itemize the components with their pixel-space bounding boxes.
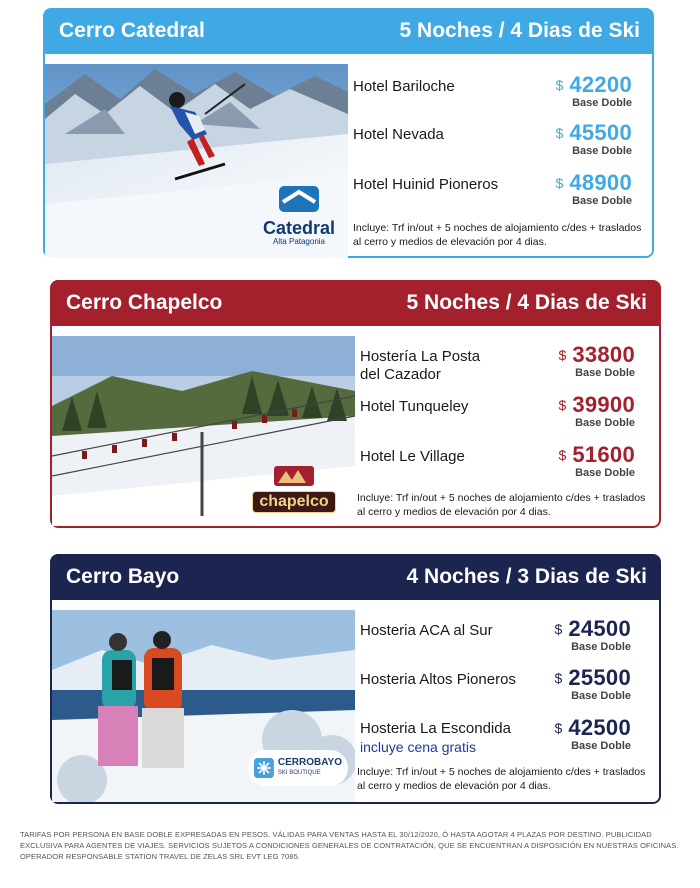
hotel-price [555,665,631,702]
currency-symbol: $ [555,77,564,93]
currency-symbol: $ [555,175,564,191]
currency-symbol: $ [558,447,567,463]
price-basis: Base Doble [572,195,632,207]
price-amount: 25500 [568,665,631,690]
hotel-price [555,616,631,653]
hotel-price [555,715,631,752]
price-basis: Base Doble [571,641,631,653]
hotel-price [559,442,635,479]
logo-subtitle: Alta Patagonia [272,237,326,246]
hotel-price [556,170,632,207]
card-duration: 5 Noches / 4 Dias de Ski [406,291,647,314]
includes-text: Incluye: Trf in/out + 5 noches de alojamiento c/des + traslados al cerro y medios de elevación por 4 dias. [357,492,646,518]
currency-symbol: $ [554,720,563,736]
price-basis: Base Doble [571,740,631,752]
hotel-name: Hosteria Altos Pioneros [360,671,516,688]
price-amount: 45500 [569,120,632,145]
includes-text: Incluye: Trf in/out + 5 noches de alojamiento c/des + traslados al cerro y medios de elevación por 4 dias. [353,222,642,248]
price-amount: 24500 [568,616,631,641]
card-duration: 4 Noches / 3 Dias de Ski [406,565,647,588]
currency-symbol: $ [554,621,563,637]
logo-title: chapelco [252,491,335,513]
hotel-name: Hotel Bariloche [353,78,455,95]
hotel-price [559,392,635,429]
hotel-price [556,72,632,109]
price-basis: Base Doble [575,467,635,479]
legal-footer: TARIFAS POR PERSONA EN BASE DOBLE EXPRESADAS EN PESOS. VÁLIDAS PARA VENTAS HASTA EL 30/12/2020, Ó HASTA AGOTAR 4 PLAZAS POR DESTINO. PUBLICIDAD EXCLUSIVA PARA AGENTES DE VIAJES. SERVICIOS SUJETOS A CONDICIONES GENERALES DE CONTRATACIÓN, QUE SE ENCUENTRAN A DISPOSICIÓN EN NUESTRAS OFICINAS. OPERADOR RESPONSABLE STATION TRAVEL DE ZELAS SRL EVT LEG 7085. [20,830,679,861]
card-title: Cerro Catedral [59,19,205,42]
card-title: Cerro Bayo [66,565,180,588]
price-amount: 42500 [568,715,631,740]
card-header [50,554,661,600]
hotel-name: Hostería La Posta del Cazador [360,348,481,383]
logo-subtitle: SKI BOUTIQUE [277,770,321,776]
price-basis: Base Doble [575,417,635,429]
price-basis: Base Doble [572,145,632,157]
currency-symbol: $ [558,347,567,363]
hotel-price [556,120,632,157]
chapelco-logo-icon [274,466,314,486]
price-amount: 48900 [569,170,632,195]
hotel-name: Hotel Le Village [360,448,465,465]
includes-text: Incluye: Trf in/out + 5 noches de alojamiento c/des + traslados al cerro y medios de elevación por 4 dias. [357,766,646,792]
price-basis: Base Doble [575,367,635,379]
card-header [43,8,654,54]
chapelco-logo [236,466,352,514]
card-chapelco [50,280,661,528]
hotel-price [559,342,635,379]
card-title: Cerro Chapelco [66,291,223,314]
currency-symbol: $ [555,125,564,141]
price-amount: 39900 [572,392,635,417]
snowflake-icon [254,756,274,780]
card-header [50,280,661,326]
price-amount: 42200 [569,72,632,97]
card-catedral [43,8,654,258]
card-duration: 5 Noches / 4 Dias de Ski [399,19,640,42]
hotel-name: Hotel Tunqueley [360,398,469,415]
currency-symbol: $ [554,670,563,686]
cerrobayo-logo [248,750,348,786]
logo-title: Catedral [262,218,336,238]
catedral-logo-icon [277,184,321,214]
price-amount: 51600 [572,442,635,467]
hotel-name: Hotel Nevada [353,126,444,143]
logo-title: CERROBAYO [277,757,342,768]
hotel-name: Hosteria ACA al Sur [360,622,493,639]
price-basis: Base Doble [571,690,631,702]
hotel-name: Hosteria La Escondida incluye cena gratis [360,720,511,755]
price-basis: Base Doble [572,97,632,109]
hotel-name: Hotel Huinid Pioneros [353,176,499,193]
currency-symbol: $ [558,397,567,413]
catedral-logo [253,184,345,256]
price-amount: 33800 [572,342,635,367]
card-bayo [50,554,661,804]
